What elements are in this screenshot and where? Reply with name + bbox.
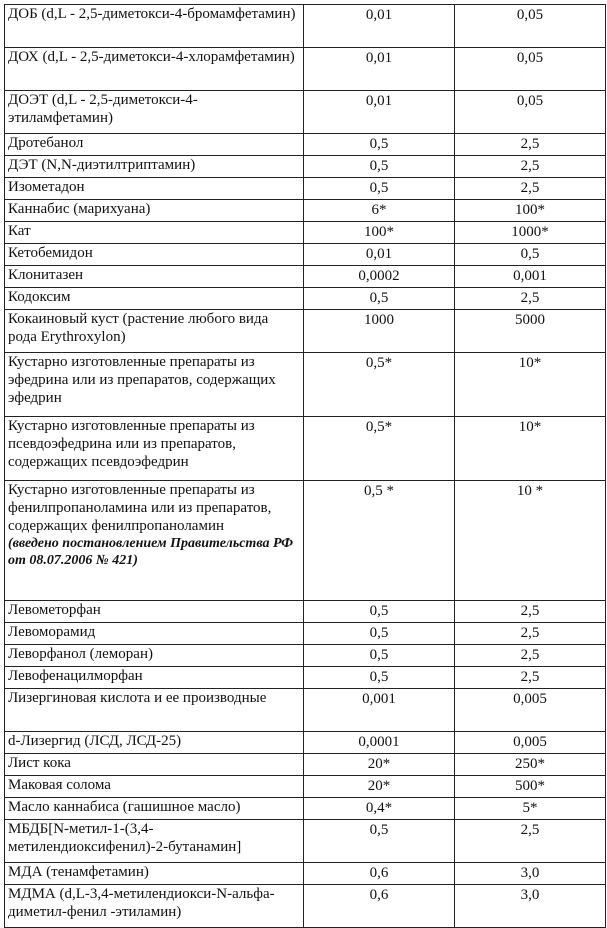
substance-name: МДМА (d,L-3,4-метилендиокси-N-альфа-диметил-фенил -этиламин) — [5, 885, 304, 928]
substance-name: d-Лизергид (ЛСД, ЛСД-25) — [5, 732, 304, 754]
significant-amount: 0,6 — [304, 885, 455, 928]
significant-amount: 1000 — [304, 310, 455, 353]
table-row — [5, 310, 606, 353]
significant-amount: 0,5* — [304, 417, 455, 481]
significant-amount: 0,6 — [304, 863, 455, 885]
large-amount: 2,5 — [455, 645, 606, 667]
substance-name: МБДБ[N-метил-1-(3,4-метилендиоксифенил)-2-бутанамин] — [5, 820, 304, 863]
significant-amount: 0,5 — [304, 156, 455, 178]
large-amount: 3,0 — [455, 885, 606, 928]
large-amount: 2,5 — [455, 601, 606, 623]
large-amount: 250* — [455, 754, 606, 776]
substance-name: Каннабис (марихуана) — [5, 200, 304, 222]
substance-name: Маковая солома — [5, 776, 304, 798]
large-amount: 0,05 — [455, 91, 606, 134]
table-row — [5, 417, 606, 481]
table-row — [5, 481, 606, 601]
large-amount: 5* — [455, 798, 606, 820]
substance-name: Клонитазен — [5, 266, 304, 288]
substance-name: Масло каннабиса (гашишное масло) — [5, 798, 304, 820]
large-amount: 0,05 — [455, 48, 606, 91]
table-row — [5, 885, 606, 928]
significant-amount: 0,5 — [304, 623, 455, 645]
table-row — [5, 820, 606, 863]
substance-name: Кустарно изготовленные препараты из фенилпропаноламина или из препаратов, содержащих фенилпропаноламин — [8, 482, 272, 534]
table-row — [5, 645, 606, 667]
substance-name: Кат — [5, 222, 304, 244]
significant-amount: 20* — [304, 776, 455, 798]
significant-amount: 20* — [304, 754, 455, 776]
significant-amount: 0,5* — [304, 353, 455, 417]
large-amount: 2,5 — [455, 156, 606, 178]
substance-quantity-table — [4, 4, 606, 928]
substance-name: Кустарно изготовленные препараты из эфедрина или из препаратов, содержащих эфедрин — [5, 353, 304, 417]
substance-name: Леворфанол (леморан) — [5, 645, 304, 667]
significant-amount: 0,5 — [304, 645, 455, 667]
large-amount: 2,5 — [455, 667, 606, 689]
table-row — [5, 222, 606, 244]
large-amount: 10* — [455, 353, 606, 417]
large-amount: 100* — [455, 200, 606, 222]
substance-name: ДОБ (d,L - 2,5-диметокси-4-бромамфетамин) — [5, 5, 304, 48]
table-row — [5, 689, 606, 732]
large-amount: 10* — [455, 417, 606, 481]
substance-name: Левометорфан — [5, 601, 304, 623]
substance-cell — [5, 481, 304, 601]
substance-name: Кокаиновый куст (растение любого вида рода Erythroxylon) — [5, 310, 304, 353]
substance-name: Левофенацилморфан — [5, 667, 304, 689]
substance-name: Лизергиновая кислота и ее производные — [5, 689, 304, 732]
table-row — [5, 178, 606, 200]
large-amount: 3,0 — [455, 863, 606, 885]
significant-amount: 0,5 — [304, 288, 455, 310]
significant-amount: 0,5 — [304, 667, 455, 689]
table-row — [5, 863, 606, 885]
table-row — [5, 754, 606, 776]
substance-name: ДОХ (d,L - 2,5-диметокси-4-хлорамфетамин) — [5, 48, 304, 91]
table-row — [5, 156, 606, 178]
significant-amount: 0,01 — [304, 5, 455, 48]
table-row — [5, 266, 606, 288]
substance-name: Дротебанол — [5, 134, 304, 156]
large-amount: 2,5 — [455, 820, 606, 863]
significant-amount: 0,5 — [304, 134, 455, 156]
table-row — [5, 798, 606, 820]
large-amount: 10 * — [455, 481, 606, 601]
substance-name: Кетобемидон — [5, 244, 304, 266]
table-row — [5, 732, 606, 754]
table-row — [5, 48, 606, 91]
table-row — [5, 353, 606, 417]
table-row — [5, 667, 606, 689]
table-row — [5, 601, 606, 623]
substance-name: Изометадон — [5, 178, 304, 200]
table-row — [5, 623, 606, 645]
large-amount: 1000* — [455, 222, 606, 244]
large-amount: 0,001 — [455, 266, 606, 288]
large-amount: 0,005 — [455, 689, 606, 732]
large-amount: 2,5 — [455, 623, 606, 645]
large-amount: 0,5 — [455, 244, 606, 266]
large-amount: 5000 — [455, 310, 606, 353]
significant-amount: 100* — [304, 222, 455, 244]
significant-amount: 0,5 — [304, 820, 455, 863]
significant-amount: 0,5 — [304, 601, 455, 623]
significant-amount: 0,5 — [304, 178, 455, 200]
significant-amount: 0,01 — [304, 91, 455, 134]
table-row — [5, 91, 606, 134]
significant-amount: 0,001 — [304, 689, 455, 732]
table-row — [5, 244, 606, 266]
substance-name: Кустарно изготовленные препараты из псевдоэфедрина или из препаратов, содержащих псевдоэфедрин — [5, 417, 304, 481]
table-row — [5, 134, 606, 156]
table-row — [5, 5, 606, 48]
substance-name: МДА (тенамфетамин) — [5, 863, 304, 885]
table-row — [5, 200, 606, 222]
large-amount: 2,5 — [455, 178, 606, 200]
significant-amount: 6* — [304, 200, 455, 222]
significant-amount: 0,5 * — [304, 481, 455, 601]
large-amount: 2,5 — [455, 288, 606, 310]
large-amount: 0,005 — [455, 732, 606, 754]
significant-amount: 0,0002 — [304, 266, 455, 288]
table-row — [5, 288, 606, 310]
large-amount: 0,05 — [455, 5, 606, 48]
substance-name: ДОЭТ (d,L - 2,5-диметокси-4-этиламфетамин) — [5, 91, 304, 134]
table-row — [5, 776, 606, 798]
amendment-note: (введено постановлением Правительства РФ от 08.07.2006 № 421) — [8, 536, 294, 568]
substance-name: ДЭТ (N,N-диэтилтриптамин) — [5, 156, 304, 178]
substance-name: Левоморамид — [5, 623, 304, 645]
substance-name: Лист кока — [5, 754, 304, 776]
significant-amount: 0,4* — [304, 798, 455, 820]
significant-amount: 0,01 — [304, 48, 455, 91]
large-amount: 2,5 — [455, 134, 606, 156]
significant-amount: 0,0001 — [304, 732, 455, 754]
significant-amount: 0,01 — [304, 244, 455, 266]
large-amount: 500* — [455, 776, 606, 798]
substance-name: Кодоксим — [5, 288, 304, 310]
